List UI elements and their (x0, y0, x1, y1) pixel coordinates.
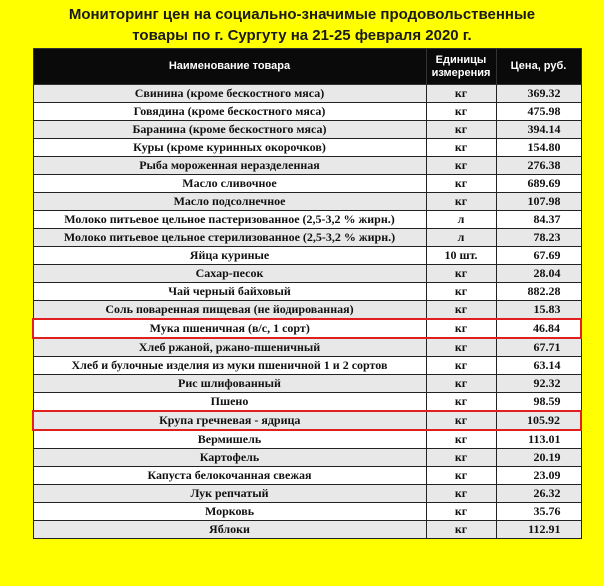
cell-name: Пшено (33, 393, 426, 412)
cell-name: Яблоки (33, 521, 426, 539)
title-line-1: Мониторинг цен на социально-значимые продовольственные (68, 6, 536, 23)
cell-name: Капуста белокочанная свежая (33, 467, 426, 485)
cell-unit: кг (426, 411, 496, 430)
table-row (33, 139, 581, 157)
cell-price: 113.01 (496, 430, 581, 449)
table-row (33, 193, 581, 211)
cell-name: Морковь (33, 503, 426, 521)
cell-unit: кг (426, 265, 496, 283)
price-table-container (32, 48, 580, 539)
table-row (33, 229, 581, 247)
cell-price: 394.14 (496, 121, 581, 139)
table-header-row (33, 49, 581, 85)
cell-price: 67.71 (496, 338, 581, 357)
table-row (33, 85, 581, 103)
cell-price: 67.69 (496, 247, 581, 265)
cell-unit: кг (426, 319, 496, 338)
table-row (33, 157, 581, 175)
cell-unit: кг (426, 175, 496, 193)
cell-unit: кг (426, 449, 496, 467)
table-row (33, 301, 581, 320)
cell-unit: 10 шт. (426, 247, 496, 265)
cell-price: 63.14 (496, 357, 581, 375)
table-row (33, 449, 581, 467)
cell-unit: кг (426, 103, 496, 121)
cell-price: 23.09 (496, 467, 581, 485)
cell-name: Говядина (кроме бескостного мяса) (33, 103, 426, 121)
cell-name: Куры (кроме куринных окорочков) (33, 139, 426, 157)
cell-name: Картофель (33, 449, 426, 467)
cell-price: 369.32 (496, 85, 581, 103)
cell-name: Хлеб и булочные изделия из муки пшеничной 1 и 2 сортов (33, 357, 426, 375)
page-title (0, 4, 604, 46)
table-row (33, 411, 581, 430)
cell-name: Хлеб ржаной, ржано-пшеничный (33, 338, 426, 357)
cell-name: Мука пшеничная (в/с, 1 сорт) (33, 319, 426, 338)
table-row (33, 103, 581, 121)
cell-name: Вермишель (33, 430, 426, 449)
cell-price: 105.92 (496, 411, 581, 430)
table-row (33, 521, 581, 539)
table-row (33, 467, 581, 485)
cell-unit: л (426, 211, 496, 229)
cell-price: 26.32 (496, 485, 581, 503)
cell-name: Баранина (кроме бескостного мяса) (33, 121, 426, 139)
cell-price: 92.32 (496, 375, 581, 393)
table-body (33, 85, 581, 539)
header-unit: Единицы измерения (426, 49, 496, 85)
table-row (33, 283, 581, 301)
cell-unit: кг (426, 157, 496, 175)
table-row (33, 247, 581, 265)
cell-name: Сахар-песок (33, 265, 426, 283)
table-row (33, 503, 581, 521)
table-row (33, 319, 581, 338)
table-row (33, 265, 581, 283)
cell-name: Масло подсолнечное (33, 193, 426, 211)
cell-name: Чай черный байховый (33, 283, 426, 301)
header-price: Цена, руб. (496, 49, 581, 85)
cell-price: 689.69 (496, 175, 581, 193)
cell-unit: кг (426, 338, 496, 357)
cell-name: Молоко питьевое цельное стерилизованное (2,5-3,2 % жирн.) (33, 229, 426, 247)
cell-name: Соль поваренная пищевая (не йодированная) (33, 301, 426, 320)
cell-price: 475.98 (496, 103, 581, 121)
cell-unit: кг (426, 375, 496, 393)
cell-unit: кг (426, 139, 496, 157)
cell-price: 154.80 (496, 139, 581, 157)
cell-name: Рис шлифованный (33, 375, 426, 393)
cell-price: 276.38 (496, 157, 581, 175)
cell-unit: кг (426, 430, 496, 449)
title-line-2: товары по г. Сургуту на 21-25 февраля 2020 г. (132, 27, 472, 44)
cell-price: 46.84 (496, 319, 581, 338)
table-row (33, 357, 581, 375)
table-row (33, 121, 581, 139)
cell-unit: кг (426, 393, 496, 412)
cell-unit: кг (426, 503, 496, 521)
cell-name: Рыба мороженная неразделенная (33, 157, 426, 175)
cell-name: Свинина (кроме бескостного мяса) (33, 85, 426, 103)
table-row (33, 338, 581, 357)
cell-price: 882.28 (496, 283, 581, 301)
cell-price: 112.91 (496, 521, 581, 539)
cell-unit: кг (426, 485, 496, 503)
cell-unit: кг (426, 283, 496, 301)
cell-name: Лук репчатый (33, 485, 426, 503)
price-table (32, 48, 582, 539)
cell-unit: кг (426, 121, 496, 139)
cell-unit: кг (426, 521, 496, 539)
header-name: Наименование товара (33, 49, 426, 85)
cell-unit: кг (426, 85, 496, 103)
cell-price: 35.76 (496, 503, 581, 521)
cell-unit: кг (426, 357, 496, 375)
table-row (33, 430, 581, 449)
cell-price: 20.19 (496, 449, 581, 467)
cell-price: 107.98 (496, 193, 581, 211)
cell-name: Крупа гречневая - ядрица (33, 411, 426, 430)
cell-name: Масло сливочное (33, 175, 426, 193)
table-row (33, 485, 581, 503)
cell-unit: кг (426, 193, 496, 211)
cell-price: 28.04 (496, 265, 581, 283)
cell-name: Яйца куриные (33, 247, 426, 265)
table-row (33, 175, 581, 193)
cell-price: 98.59 (496, 393, 581, 412)
table-row (33, 393, 581, 412)
cell-name: Молоко питьевое цельное пастеризованное (2,5-3,2 % жирн.) (33, 211, 426, 229)
cell-price: 78.23 (496, 229, 581, 247)
cell-price: 84.37 (496, 211, 581, 229)
table-row (33, 375, 581, 393)
cell-unit: кг (426, 301, 496, 320)
cell-unit: кг (426, 467, 496, 485)
cell-unit: л (426, 229, 496, 247)
table-row (33, 211, 581, 229)
cell-price: 15.83 (496, 301, 581, 320)
